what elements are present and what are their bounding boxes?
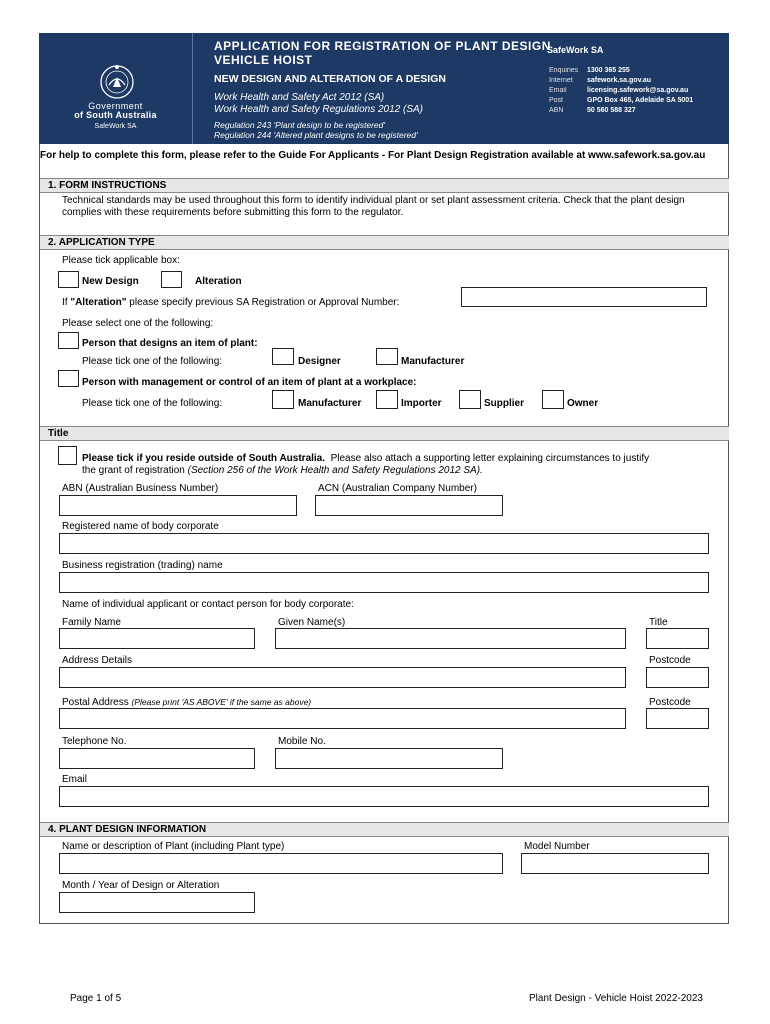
importer-label: Importer — [401, 398, 442, 409]
person-management-label: Person with management or control of an item of plant at a workplace: — [82, 377, 417, 388]
abn-input[interactable] — [59, 495, 297, 516]
tick-one-label-2: Please tick one of the following: — [82, 398, 223, 409]
instructions-text: Technical standards may be used throughout this form to identify individual plant or set plant assessment criteria. Check that the plant design complies with these requirements before submitting this form to the regulator. — [62, 195, 685, 218]
supplier-label: Supplier — [484, 398, 525, 409]
model-number-input[interactable] — [521, 853, 709, 874]
title-label: Title — [649, 617, 668, 628]
contact-details — [549, 67, 693, 117]
postal-postcode-input[interactable] — [646, 708, 709, 729]
outside-sa-text: Please tick if you reside outside of South Australia. Please also attach a supporting letter explaining circumstances to justify — [82, 453, 650, 464]
section-3-header: Title — [40, 426, 729, 441]
contact-row: Email licensing.safework@sa.gov.au — [549, 87, 689, 94]
business-name-input[interactable] — [59, 572, 709, 593]
contact-row: Internet safework.sa.gov.au — [549, 77, 652, 84]
address-input[interactable] — [59, 667, 626, 688]
mobile-label: Mobile No. — [278, 736, 326, 747]
new-design-checkbox[interactable] — [58, 271, 79, 288]
supplier-checkbox[interactable] — [459, 390, 481, 409]
header-divider — [192, 33, 193, 144]
postal-address-input[interactable] — [59, 708, 626, 729]
form-title-line2: VEHICLE HOIST — [214, 53, 313, 67]
given-names-input[interactable] — [275, 628, 626, 649]
business-name-label: Business registration (trading) name — [62, 560, 223, 571]
plant-name-input[interactable] — [59, 853, 503, 874]
individual-name-label: Name of individual applicant or contact person for body corporate: — [62, 599, 354, 610]
help-text: For help to complete this form, please refer to the Guide For Applicants - For Plant Design Registration available at www.safework.sa.gov.au — [40, 150, 706, 161]
gov-sub: SafeWork SA — [94, 123, 137, 130]
form-header — [39, 33, 729, 144]
contact-row: ABN 50 560 588 327 — [549, 107, 636, 114]
new-design-label: New Design — [82, 276, 139, 287]
section-4-header: 4. PLANT DESIGN INFORMATION — [40, 822, 729, 837]
reg244-ref: Regulation 244 'Altered plant designs to be registered' — [214, 130, 418, 140]
manufacturer-designs-label: Manufacturer — [401, 356, 465, 367]
address-label: Address Details — [62, 655, 133, 666]
postcode-input[interactable] — [646, 667, 709, 688]
importer-checkbox[interactable] — [376, 390, 398, 409]
email-input[interactable] — [59, 786, 709, 807]
previous-registration-label: If "Alteration" please specify previous SA Registration or Approval Number: — [62, 297, 400, 308]
email-label: Email — [62, 774, 88, 785]
section-2-header: 2. APPLICATION TYPE — [40, 235, 729, 250]
registered-name-label: Registered name of body corporate — [62, 521, 219, 532]
regulations-ref: Work Health and Safety Regulations 2012 (SA) — [214, 104, 423, 115]
form-name-footer: Plant Design - Vehicle Hoist 2022-2023 — [529, 993, 703, 1004]
model-number-label: Model Number — [524, 841, 590, 852]
acn-input[interactable] — [315, 495, 503, 516]
person-designs-label: Person that designs an item of plant: — [82, 338, 258, 349]
manufacturer-label: Manufacturer — [298, 398, 362, 409]
title-input[interactable] — [646, 628, 709, 649]
manufacturer-checkbox[interactable] — [272, 390, 294, 409]
tick-one-label: Please tick one of the following: — [82, 356, 223, 367]
reg243-ref: Regulation 243 'Plant design to be registered' — [214, 120, 386, 130]
act-ref: Work Health and Safety Act 2012 (SA) — [214, 92, 385, 103]
owner-checkbox[interactable] — [542, 390, 564, 409]
person-management-checkbox[interactable] — [58, 370, 79, 387]
tick-prompt: Please tick applicable box: — [62, 255, 180, 266]
gov-line1: Government — [88, 101, 143, 111]
telephone-label: Telephone No. — [62, 736, 127, 747]
government-crest-icon — [95, 63, 139, 101]
postal-postcode-label: Postcode — [649, 697, 691, 708]
family-name-input[interactable] — [59, 628, 255, 649]
contact-row: Enquiries 1300 365 255 — [549, 67, 630, 74]
family-name-label: Family Name — [62, 617, 121, 628]
brand-name: SafeWork SA — [547, 45, 604, 55]
outside-sa-checkbox[interactable] — [58, 446, 77, 465]
designer-checkbox[interactable] — [272, 348, 294, 365]
postal-address-label: Postal Address (Please print 'AS ABOVE' if the same as above) — [62, 697, 312, 708]
plant-name-label: Name or description of Plant (including Plant type) — [62, 841, 285, 852]
acn-label: ACN (Australian Company Number) — [318, 483, 477, 494]
telephone-input[interactable] — [59, 748, 255, 769]
manufacturer-designs-checkbox[interactable] — [376, 348, 398, 365]
mobile-input[interactable] — [275, 748, 503, 769]
registered-name-input[interactable] — [59, 533, 709, 554]
select-prompt: Please select one of the following: — [62, 318, 214, 329]
form-title: APPLICATION FOR REGISTRATION OF PLANT DESIGN — [214, 39, 551, 53]
month-year-input[interactable] — [59, 892, 255, 913]
alteration-label: Alteration — [195, 276, 242, 287]
section-1-header: 1. FORM INSTRUCTIONS — [40, 178, 729, 193]
page-number: Page 1 of 5 — [70, 993, 122, 1004]
owner-label: Owner — [567, 398, 599, 409]
alteration-checkbox[interactable] — [161, 271, 182, 288]
gov-line2: of South Australia — [74, 110, 157, 120]
designer-label: Designer — [298, 356, 341, 367]
outside-sa-text-2: the grant of registration (Section 256 of the Work Health and Safety Regulations 2012 SA). — [82, 465, 483, 476]
abn-label: ABN (Australian Business Number) — [62, 483, 219, 494]
given-names-label: Given Name(s) — [278, 617, 346, 628]
postcode-label: Postcode — [649, 655, 691, 666]
person-designs-checkbox[interactable] — [58, 332, 79, 349]
month-year-label: Month / Year of Design or Alteration — [62, 880, 220, 891]
previous-registration-input[interactable] — [461, 287, 707, 307]
contact-row: Post GPO Box 465, Adelaide SA 5001 — [549, 97, 694, 104]
form-subtitle: NEW DESIGN AND ALTERATION OF A DESIGN — [214, 73, 446, 85]
